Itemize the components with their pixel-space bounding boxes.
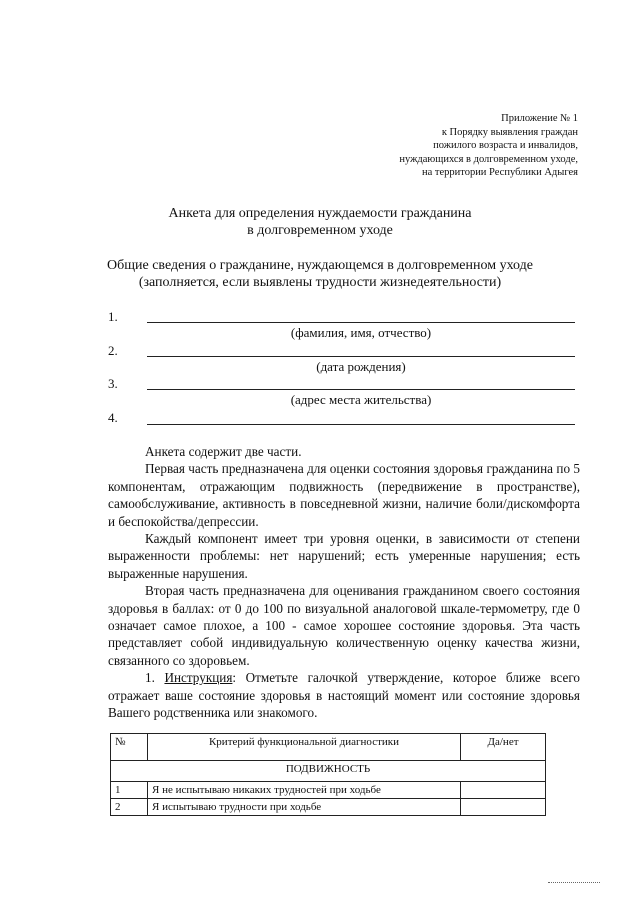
appendix-line: Приложение № 1 <box>501 113 578 124</box>
paragraph: Первая часть предназначена для оценки состояния здоровья гражданина по 5 компонентам, отражающим подвижность (передвижение в пространстве), самообслуживание, активность в повседневной жизни, наличие боли/дискомфорта и беспокойства/депрессии. <box>108 461 580 529</box>
row-criterion: Я испытываю трудности при ходьбе <box>148 799 461 816</box>
row-answer-cell[interactable] <box>461 799 546 816</box>
fio-field[interactable] <box>147 322 575 323</box>
instruction-paragraph <box>108 669 580 721</box>
appendix-line: к Порядку выявления граждан <box>441 126 578 138</box>
appendix-line: пожилого возраста и инвалидов, <box>433 140 578 151</box>
instruction-number: 1. <box>145 670 165 686</box>
page-title <box>0 205 640 239</box>
row-criterion: Я не испытываю никаких трудностей при ходьбе <box>148 782 461 799</box>
section-subtitle <box>0 257 640 291</box>
criteria-table <box>110 733 546 816</box>
header-criterion: Критерий функциональной диагностики <box>148 734 461 761</box>
table-row <box>111 782 546 799</box>
paragraph: Каждый компонент имеет три уровня оценки, в зависимости от степени выраженности проблемы: нет нарушений; есть умеренные нарушения; есть выраженные нарушения. <box>108 531 580 581</box>
subtitle-line-1: Общие сведения о гражданине, нуждающемся в долговременном уходе <box>107 258 533 273</box>
row-answer-cell[interactable] <box>461 782 546 799</box>
field-number: 2. <box>108 343 118 358</box>
appendix-block <box>399 112 578 180</box>
subtitle-line-2: (заполняется, если выявлены трудности жизнедеятельности) <box>138 275 502 290</box>
field-number: 3. <box>108 376 118 391</box>
field-number: 4. <box>108 410 118 425</box>
instruction-label: Инструкция <box>164 670 233 686</box>
section-mobility: ПОДВИЖНОСТЬ <box>111 761 546 782</box>
row-num: 1 <box>111 782 148 799</box>
scan-artifact <box>548 882 600 883</box>
table-header-row <box>111 734 546 761</box>
field-caption: (дата рождения) <box>316 359 406 374</box>
title-line-1: Анкета для определения нуждаемости гражданина <box>168 206 472 221</box>
body-text <box>108 443 580 722</box>
title-line-2: в долговременном уходе <box>247 223 393 238</box>
appendix-line: нуждающихся в долговременном уходе, <box>399 153 578 165</box>
row-num: 2 <box>111 799 148 816</box>
instruction-text: : Отметьте галочкой утверждение, которое ближе всего отражает ваше состояние здоровья в настоящий момент или состояние здоровья Вашего родственника или знакомого. <box>108 670 580 721</box>
paragraph: Анкета содержит две части. <box>145 444 302 459</box>
field-number: 1. <box>108 309 118 324</box>
header-num: № <box>111 734 148 761</box>
birth-date-field[interactable] <box>147 356 575 357</box>
field-caption: (фамилия, имя, отчество) <box>290 325 432 340</box>
address-field[interactable] <box>147 389 575 390</box>
field-caption: (адрес места жительства) <box>290 392 432 407</box>
header-yes-no: Да/нет <box>461 734 546 761</box>
appendix-line: на территории Республики Адыгея <box>421 167 578 178</box>
table-row <box>111 799 546 816</box>
paragraph: Вторая часть предназначена для оценивания гражданином своего состояния здоровья в баллах: от 0 до 100 по визуальной аналоговой шкале-термометру, где 0 означает самое плохое, а 100 - самое хорошее состояние здоровья. Эта часть представляет собой индивидуальную количественную оценку качества жизни, связанного со здоровьем. <box>108 583 580 668</box>
extra-field[interactable] <box>147 424 575 425</box>
table-section-row <box>111 761 546 782</box>
